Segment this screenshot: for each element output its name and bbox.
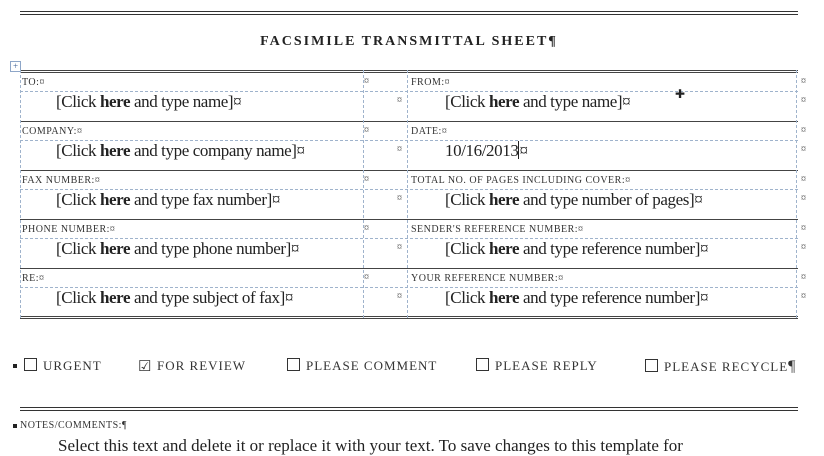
- table-top-border: [20, 70, 798, 71]
- checkbox-please-comment[interactable]: PLEASE COMMENT: [287, 358, 437, 374]
- checkbox-box[interactable]: [476, 358, 489, 371]
- cell-mark: ¤: [397, 291, 402, 302]
- your-reference-field[interactable]: [Click here and type reference number]¤: [445, 288, 709, 307]
- checkbox-box[interactable]: [24, 358, 37, 371]
- fax-number-label: FAX NUMBER:¤: [22, 175, 101, 186]
- checkbox-please-reply[interactable]: PLEASE REPLY: [476, 358, 598, 374]
- pages-label: TOTAL NO. OF PAGES INCLUDING COVER:¤: [411, 175, 631, 186]
- table-bottom-border-2: [20, 318, 798, 319]
- row-end-mark: ¤: [801, 193, 806, 204]
- company-label: COMPANY:¤: [22, 126, 83, 137]
- cell-mark: ¤: [397, 144, 402, 155]
- move-table-icon[interactable]: +: [10, 61, 21, 72]
- sender-reference-label: SENDER'S REFERENCE NUMBER:¤: [411, 224, 584, 235]
- row-end-mark: ¤: [801, 144, 806, 155]
- from-label: FROM:¤: [411, 77, 451, 88]
- notes-body-text[interactable]: Select this text and delete it or replace it with your text. To save changes to this template for: [58, 436, 683, 455]
- cell-mark: ¤: [364, 174, 369, 185]
- subject-field[interactable]: [Click here and type subject of fax]¤: [56, 288, 293, 307]
- notes-label: NOTES/COMMENTS:¶: [20, 420, 127, 431]
- table-bottom-border: [20, 316, 798, 317]
- page-title: FACSIMILE TRANSMITTAL SHEET¶: [260, 34, 558, 49]
- cell-mark: ¤: [364, 272, 369, 283]
- company-name-field[interactable]: [Click here and type company name]¤: [56, 141, 305, 160]
- row-divider: [20, 170, 798, 171]
- checkbox-box[interactable]: [287, 358, 300, 371]
- row-end-mark: ¤: [801, 95, 806, 106]
- fax-number-field[interactable]: [Click here and type fax number]¤: [56, 190, 280, 209]
- row-end-mark: ¤: [801, 242, 806, 253]
- row-end-mark: ¤: [801, 291, 806, 302]
- row-divider: [20, 268, 798, 269]
- pages-field[interactable]: [Click here and type number of pages]¤: [445, 190, 703, 209]
- date-field[interactable]: 10/16/2013¤: [445, 141, 528, 160]
- row-resize-icon[interactable]: ✚: [675, 87, 686, 101]
- row-end-mark: ¤: [801, 174, 806, 185]
- top-rule-2: [20, 14, 798, 15]
- gridline-vertical: [407, 70, 408, 318]
- cell-mark: ¤: [397, 242, 402, 253]
- gridline-vertical: [20, 70, 21, 318]
- row-divider: [20, 219, 798, 220]
- to-label: TO:¤: [22, 77, 45, 88]
- phone-number-label: PHONE NUMBER:¤: [22, 224, 116, 235]
- paragraph-bullet-icon: [13, 364, 17, 368]
- fax-header-table: [20, 70, 806, 318]
- checkbox-row: [0, 358, 824, 378]
- checkbox-for-review[interactable]: ☑ FOR REVIEW: [138, 358, 247, 375]
- row-end-mark: ¤: [801, 272, 806, 283]
- checkbox-box-checked[interactable]: ☑: [138, 359, 153, 375]
- checkbox-urgent[interactable]: URGENT: [24, 358, 102, 374]
- your-reference-label: YOUR REFERENCE NUMBER:¤: [411, 273, 564, 284]
- row-end-mark: ¤: [801, 125, 806, 136]
- cell-mark: ¤: [397, 193, 402, 204]
- date-label: DATE:¤: [411, 126, 448, 137]
- top-rule: [20, 11, 798, 12]
- sender-reference-field[interactable]: [Click here and type reference number]¤: [445, 239, 709, 258]
- phone-number-field[interactable]: [Click here and type phone number]¤: [56, 239, 299, 258]
- paragraph-mark: ¶: [788, 358, 797, 375]
- from-name-field[interactable]: [Click here and type name]¤: [445, 92, 631, 111]
- cell-mark: ¤: [364, 223, 369, 234]
- paragraph-bullet-icon: [13, 424, 17, 428]
- gridline-vertical: [796, 70, 797, 318]
- to-name-field[interactable]: [Click here and type name]¤: [56, 92, 242, 111]
- re-label: RE:¤: [22, 273, 45, 284]
- row-end-mark: ¤: [801, 223, 806, 234]
- checkbox-please-recycle[interactable]: PLEASE RECYCLE¶: [645, 358, 796, 376]
- table-top-border-2: [20, 72, 798, 73]
- row-end-mark: ¤: [801, 76, 806, 87]
- cell-mark: ¤: [397, 95, 402, 106]
- checkbox-box[interactable]: [645, 359, 658, 372]
- cell-mark: ¤: [364, 125, 369, 136]
- cell-mark: ¤: [364, 76, 369, 87]
- row-divider: [20, 121, 798, 122]
- notes-rule-2: [20, 410, 798, 411]
- notes-rule: [20, 407, 798, 408]
